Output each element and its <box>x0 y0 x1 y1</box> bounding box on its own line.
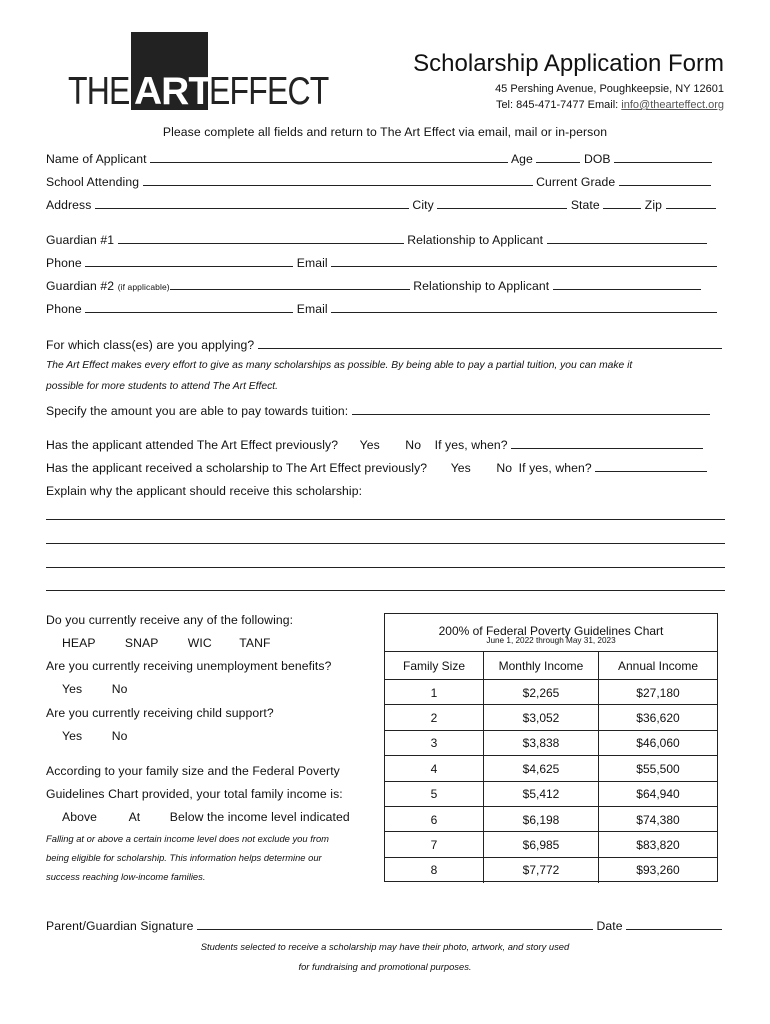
chart-row <box>385 730 717 756</box>
email1-field[interactable] <box>331 255 717 267</box>
address-field[interactable] <box>95 197 409 209</box>
tuition-note-1: The Art Effect makes every effort to give as many scholarships as possible. By being able to pay a partial tuition, you can make it <box>46 360 633 371</box>
family-size-cell: 4 <box>385 756 484 781</box>
explain-line-1[interactable] <box>46 518 725 520</box>
page-title: Scholarship Application Form <box>413 50 724 77</box>
monthly-income-cell: $3,838 <box>484 731 599 756</box>
guardian1-label: Guardian #1 <box>46 233 115 247</box>
signature-row <box>46 918 722 933</box>
attended-row <box>46 437 703 452</box>
child-support-question: Are you currently receiving child support? <box>46 706 274 720</box>
phone1-field[interactable] <box>85 255 293 267</box>
income-question-1: According to your family size and the Federal Poverty <box>46 764 340 778</box>
phone2-label: Phone <box>46 302 82 316</box>
date-field[interactable] <box>626 918 722 930</box>
phone2-field[interactable] <box>85 301 293 313</box>
name-row <box>46 151 712 166</box>
family-size-cell: 1 <box>385 680 484 705</box>
email2-field[interactable] <box>331 301 717 313</box>
explain-line-4[interactable] <box>46 589 725 591</box>
income-note-3: success reaching low-income families. <box>46 871 206 882</box>
child-support-no-option[interactable]: No <box>111 729 128 743</box>
header-monthly-income: Monthly Income <box>484 652 599 680</box>
guardian2-label: Guardian #2 <box>46 279 115 293</box>
chart-row <box>385 831 717 857</box>
chart-row <box>385 755 717 781</box>
phone1-row <box>46 255 717 270</box>
attended-yes-option[interactable]: Yes <box>359 438 380 452</box>
classes-label: For which class(es) are you applying? <box>46 338 255 352</box>
benefits-question: Do you currently receive any of the following: <box>46 613 294 627</box>
zip-label: Zip <box>644 198 663 212</box>
zip-field[interactable] <box>666 197 716 209</box>
annual-income-cell: $46,060 <box>636 736 680 751</box>
attended-when-field[interactable] <box>511 437 703 449</box>
family-size-cell: 8 <box>385 858 484 883</box>
annual-income-cell: $83,820 <box>636 838 680 853</box>
annual-income-cell: $36,620 <box>636 711 680 726</box>
family-size-cell: 7 <box>385 832 484 857</box>
explain-line-3[interactable] <box>46 566 725 568</box>
child-support-yes-option[interactable]: Yes <box>62 729 83 743</box>
dob-label: DOB <box>583 152 611 166</box>
chart-title: 200% of Federal Poverty Guidelines Chart <box>438 624 664 638</box>
income-question-2: Guidelines Chart provided, your total family income is: <box>46 787 343 801</box>
signature-label: Parent/Guardian Signature <box>46 919 194 933</box>
family-size-cell: 6 <box>385 807 484 832</box>
chart-row <box>385 781 717 807</box>
city-label: City <box>412 198 434 212</box>
chart-row <box>385 806 717 832</box>
school-row <box>46 174 711 189</box>
monthly-income-cell: $6,198 <box>484 807 599 832</box>
received-yes-option[interactable]: Yes <box>450 461 471 475</box>
name-field[interactable] <box>150 151 508 163</box>
attended-no-option[interactable]: No <box>405 438 422 452</box>
monthly-income-cell: $5,412 <box>484 782 599 807</box>
specify-field[interactable] <box>352 403 710 415</box>
at-option[interactable]: At <box>128 810 141 824</box>
benefits-options <box>62 636 271 650</box>
classes-row <box>46 337 722 352</box>
phone1-label: Phone <box>46 256 82 270</box>
family-size-cell: 2 <box>385 705 484 730</box>
org-address: 45 Pershing Avenue, Poughkeepsie, NY 12601 <box>495 83 724 95</box>
state-field[interactable] <box>603 197 641 209</box>
above-option[interactable]: Above <box>62 810 98 824</box>
guardian2-row <box>46 278 701 293</box>
received-when-field[interactable] <box>595 460 707 472</box>
chart-header-row <box>385 651 717 680</box>
footer-note-2: for fundraising and promotional purposes. <box>298 961 472 972</box>
address-label: Address <box>46 198 92 212</box>
grade-field[interactable] <box>619 174 711 186</box>
snap-option[interactable]: SNAP <box>124 636 159 650</box>
grade-label: Current Grade <box>536 175 616 189</box>
poverty-guidelines-chart <box>384 613 718 882</box>
attended-question: Has the applicant attended The Art Effect previously? <box>46 438 339 452</box>
relationship1-field[interactable] <box>547 232 707 244</box>
city-field[interactable] <box>437 197 567 209</box>
guardian1-field[interactable] <box>118 232 404 244</box>
income-note-2: being eligible for scholarship. This information helps determine our <box>46 852 322 863</box>
chart-subtitle: June 1, 2022 through May 31, 2023 <box>486 636 616 645</box>
phone2-row <box>46 301 717 316</box>
received-question: Has the applicant received a scholarship to The Art Effect previously? <box>46 461 428 475</box>
email1-label: Email <box>296 256 328 270</box>
unemployment-options <box>62 682 127 696</box>
annual-income-cell: $64,940 <box>636 787 680 802</box>
monthly-income-cell: $3,052 <box>484 705 599 730</box>
monthly-income-cell: $6,985 <box>484 832 599 857</box>
age-label: Age <box>510 152 533 166</box>
heap-option[interactable]: HEAP <box>62 636 96 650</box>
instructions: Please complete all fields and return to The Art Effect via email, mail or in-person <box>162 125 608 139</box>
chart-row <box>385 857 717 883</box>
logo-the: THE <box>68 70 130 113</box>
annual-income-cell: $55,500 <box>636 761 680 776</box>
if-applicable-note: (if applicable) <box>117 282 170 292</box>
chart-row <box>385 679 717 705</box>
org-tel: Tel: 845-471-7477 Email: <box>495 99 622 111</box>
org-email-link[interactable]: info@thearteffect.org <box>621 99 724 111</box>
annual-income-cell: $27,180 <box>636 685 680 700</box>
signature-field[interactable] <box>197 918 593 930</box>
age-field[interactable] <box>536 151 580 163</box>
relationship2-label: Relationship to Applicant <box>413 279 550 293</box>
address-row <box>46 197 716 212</box>
classes-field[interactable] <box>258 337 722 349</box>
child-support-options <box>62 729 127 743</box>
income-note-1: Falling at or above a certain income level does not exclude you from <box>46 833 329 844</box>
received-when-label: If yes, when? <box>518 461 592 475</box>
unemployment-question: Are you currently receiving unemployment benefits? <box>46 659 332 673</box>
income-level-options <box>62 810 350 824</box>
received-no-option[interactable]: No <box>496 461 513 475</box>
chart-row <box>385 704 717 730</box>
tuition-note-2: possible for more students to attend The Art Effect. <box>46 381 278 392</box>
tanf-option[interactable]: TANF <box>239 636 271 650</box>
school-field[interactable] <box>143 174 533 186</box>
monthly-income-cell: $2,265 <box>484 680 599 705</box>
dob-field[interactable] <box>614 151 712 163</box>
explain-line-2[interactable] <box>46 542 725 544</box>
specify-label: Specify the amount you are able to pay towards tuition: <box>46 404 349 418</box>
logo-effect: EFFECT <box>209 70 329 113</box>
relationship1-label: Relationship to Applicant <box>407 233 544 247</box>
header-family-size: Family Size <box>385 652 484 680</box>
received-row <box>46 460 707 475</box>
annual-income-cell: $93,260 <box>636 863 680 878</box>
date-label: Date <box>596 919 623 933</box>
monthly-income-cell: $4,625 <box>484 756 599 781</box>
header-annual-income: Annual Income <box>617 659 699 673</box>
wic-option[interactable]: WIC <box>187 636 212 650</box>
unemployment-no-option[interactable]: No <box>111 682 128 696</box>
state-label: State <box>570 198 600 212</box>
email2-label: Email <box>296 302 328 316</box>
relationship2-field[interactable] <box>553 278 701 290</box>
attended-when-label: If yes, when? <box>434 438 508 452</box>
explain-label: Explain why the applicant should receive this scholarship: <box>46 484 363 498</box>
unemployment-yes-option[interactable]: Yes <box>62 682 83 696</box>
annual-income-cell: $74,380 <box>636 812 680 827</box>
family-size-cell: 3 <box>385 731 484 756</box>
name-label: Name of Applicant <box>46 152 147 166</box>
guardian1-row <box>46 232 707 247</box>
logo-art: ART <box>134 70 212 113</box>
family-size-cell: 5 <box>385 782 484 807</box>
org-contact <box>496 99 724 111</box>
specify-row <box>46 403 710 418</box>
guardian2-field[interactable] <box>170 278 410 290</box>
footer-note-1: Students selected to receive a scholarship may have their photo, artwork, and story used <box>200 941 570 952</box>
monthly-income-cell: $7,772 <box>484 858 599 883</box>
school-label: School Attending <box>46 175 140 189</box>
below-option[interactable]: Below the income level indicated <box>169 810 350 824</box>
